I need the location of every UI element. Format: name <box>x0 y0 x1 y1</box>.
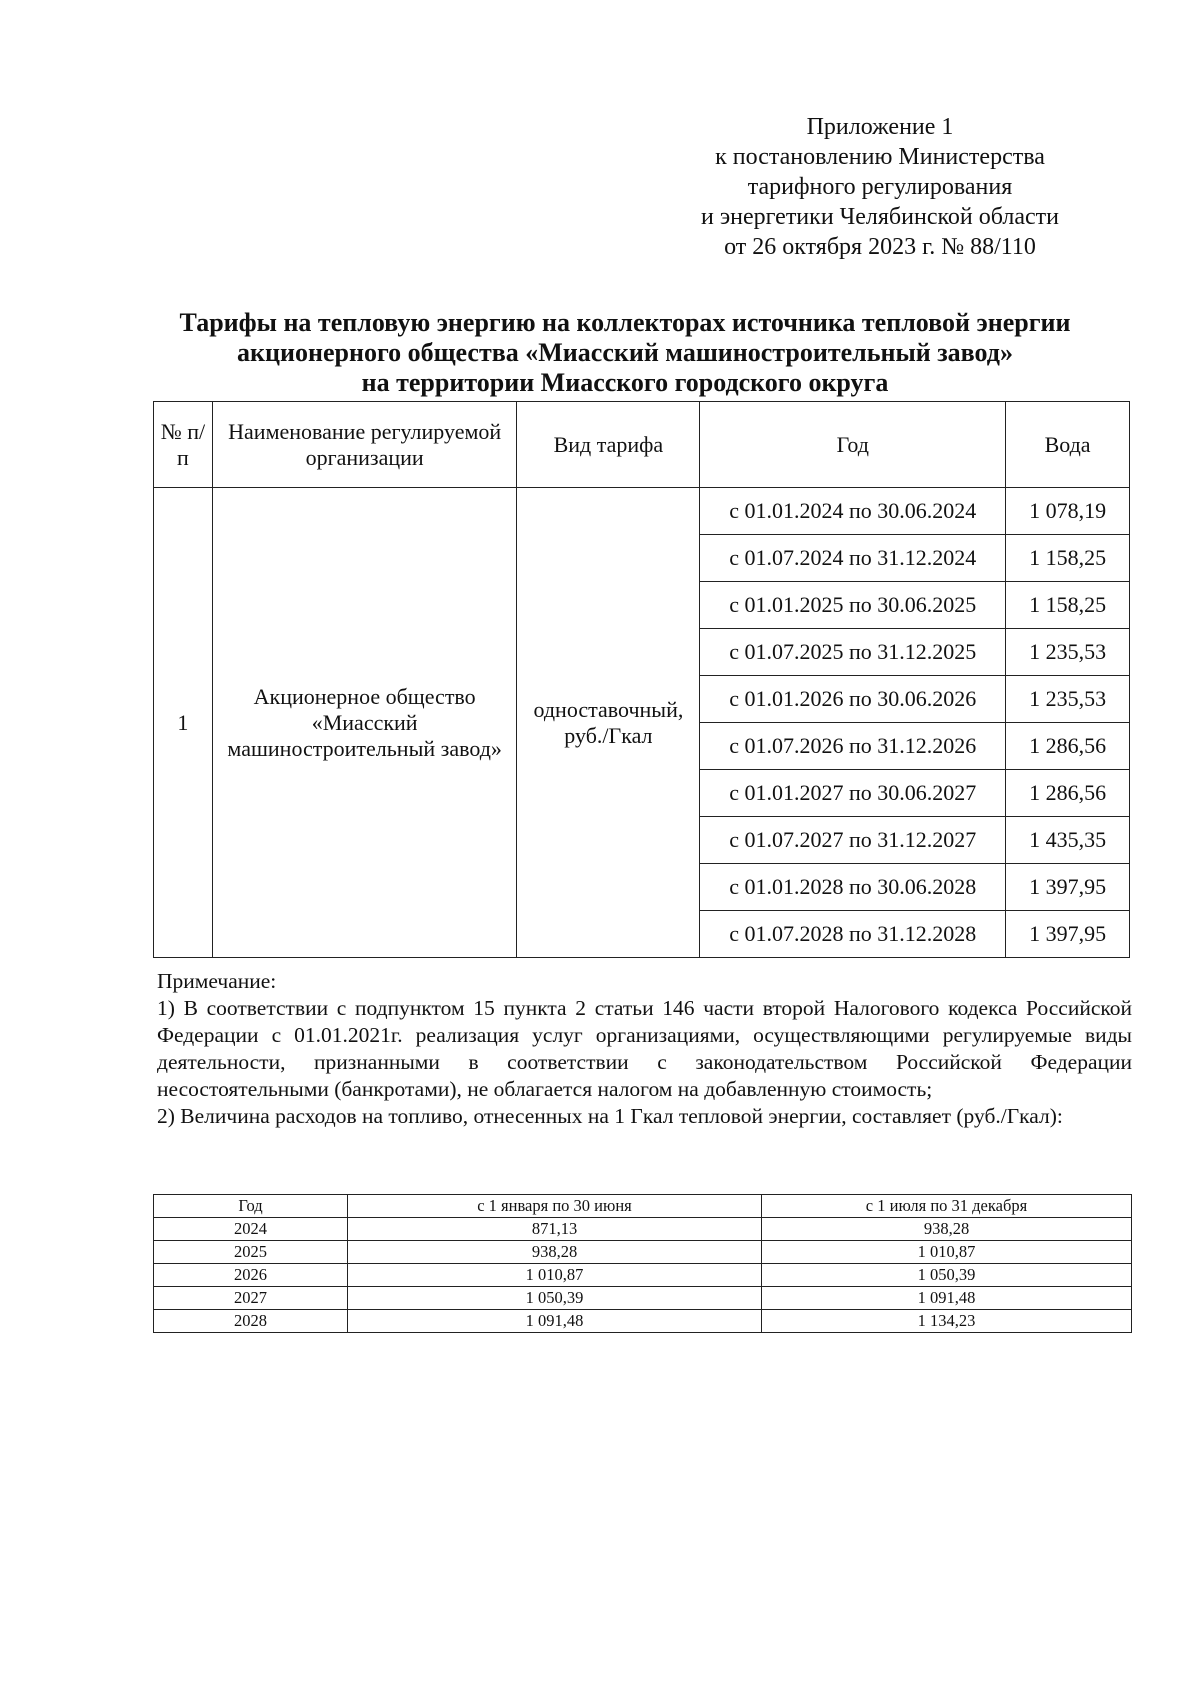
period-cell: с 01.01.2024 по 30.06.2024 <box>700 488 1006 535</box>
fuel-first-half-cell: 871,13 <box>348 1218 762 1241</box>
period-cell: с 01.01.2025 по 30.06.2025 <box>700 582 1006 629</box>
period-cell: с 01.07.2025 по 31.12.2025 <box>700 629 1006 676</box>
fuel-year-cell: 2027 <box>154 1287 348 1310</box>
fuel-first-half-cell: 938,28 <box>348 1241 762 1264</box>
period-cell: с 01.07.2026 по 31.12.2026 <box>700 723 1006 770</box>
fuel-year-cell: 2024 <box>154 1218 348 1241</box>
title-line: Тарифы на тепловую энергию на коллекторах источника тепловой энергии <box>179 308 1071 337</box>
water-value-cell: 1 397,95 <box>1006 864 1130 911</box>
fuel-header-second-half: с 1 июля по 31 декабря <box>762 1195 1132 1218</box>
fuel-header-first-half: с 1 января по 30 июня <box>348 1195 762 1218</box>
water-value-cell: 1 158,25 <box>1006 535 1130 582</box>
table-row <box>154 488 1130 535</box>
water-value-cell: 1 435,35 <box>1006 817 1130 864</box>
appendix-line: Приложение 1 <box>806 114 954 140</box>
table-row <box>154 1218 1132 1241</box>
water-value-cell: 1 235,53 <box>1006 676 1130 723</box>
organization-cell: Акционерное общество «Миасский машиностроительный завод» <box>212 488 517 958</box>
period-cell: с 01.07.2028 по 31.12.2028 <box>700 911 1006 958</box>
appendix-line: тарифного регулирования <box>747 174 1013 200</box>
fuel-year-cell: 2026 <box>154 1264 348 1287</box>
header-water: Вода <box>1006 402 1130 488</box>
water-value-cell: 1 235,53 <box>1006 629 1130 676</box>
fuel-year-cell: 2028 <box>154 1310 348 1333</box>
notes-title: Примечание: <box>157 969 277 993</box>
row-number-cell: 1 <box>154 488 213 958</box>
water-value-cell: 1 286,56 <box>1006 770 1130 817</box>
tariff-table-header-row <box>154 402 1130 488</box>
appendix-line: и энергетики Челябинской области <box>701 204 1059 230</box>
water-value-cell: 1 286,56 <box>1006 723 1130 770</box>
document-title <box>120 308 1130 398</box>
fuel-second-half-cell: 938,28 <box>762 1218 1132 1241</box>
appendix-line: к постановлению Министерства <box>715 144 1045 170</box>
fuel-header-year: Год <box>154 1195 348 1218</box>
period-cell: с 01.01.2027 по 30.06.2027 <box>700 770 1006 817</box>
fuel-second-half-cell: 1 091,48 <box>762 1287 1132 1310</box>
tariff-type-cell: одноставочный, руб./Гкал <box>517 488 700 958</box>
water-value-cell: 1 158,25 <box>1006 582 1130 629</box>
header-number: № п/п <box>154 402 213 488</box>
notes-section <box>157 968 1132 1130</box>
fuel-first-half-cell: 1 091,48 <box>348 1310 762 1333</box>
fuel-second-half-cell: 1 050,39 <box>762 1264 1132 1287</box>
fuel-second-half-cell: 1 010,87 <box>762 1241 1132 1264</box>
period-cell: с 01.07.2027 по 31.12.2027 <box>700 817 1006 864</box>
header-organization: Наименование регулируемой организации <box>212 402 517 488</box>
note-2: 2) Величина расходов на топливо, отнесенных на 1 Гкал тепловой энергии, составляет (руб./Гкал): <box>157 1104 1063 1128</box>
fuel-first-half-cell: 1 050,39 <box>348 1287 762 1310</box>
period-cell: с 01.07.2024 по 31.12.2024 <box>700 535 1006 582</box>
table-row <box>154 1264 1132 1287</box>
tariff-table <box>153 401 1130 958</box>
fuel-cost-table <box>153 1194 1132 1333</box>
note-1: 1) В соответствии с подпунктом 15 пункта 2 статьи 146 части второй Налогового кодекса Российской Федерации с 01.01.2021г. реализация услуг организациями, осуществляющими регулируемые виды деятельности, признанными в соответствии с законодательством Российской Федерации несостоятельными (банкротами), не облагается налогом на добавленную стоимость; <box>157 996 1132 1101</box>
fuel-year-cell: 2025 <box>154 1241 348 1264</box>
appendix-header <box>640 112 1120 262</box>
header-year: Год <box>700 402 1006 488</box>
fuel-first-half-cell: 1 010,87 <box>348 1264 762 1287</box>
table-row <box>154 1287 1132 1310</box>
title-line: на территории Миасского городского округа <box>361 368 889 397</box>
table-row <box>154 1241 1132 1264</box>
water-value-cell: 1 078,19 <box>1006 488 1130 535</box>
title-line: акционерного общества «Миасский машиностроительный завод» <box>237 338 1013 367</box>
fuel-second-half-cell: 1 134,23 <box>762 1310 1132 1333</box>
table-row <box>154 1310 1132 1333</box>
appendix-line: от 26 октября 2023 г. № 88/110 <box>724 234 1036 260</box>
header-tariff-type: Вид тарифа <box>517 402 700 488</box>
fuel-table-header-row <box>154 1195 1132 1218</box>
water-value-cell: 1 397,95 <box>1006 911 1130 958</box>
period-cell: с 01.01.2028 по 30.06.2028 <box>700 864 1006 911</box>
period-cell: с 01.01.2026 по 30.06.2026 <box>700 676 1006 723</box>
